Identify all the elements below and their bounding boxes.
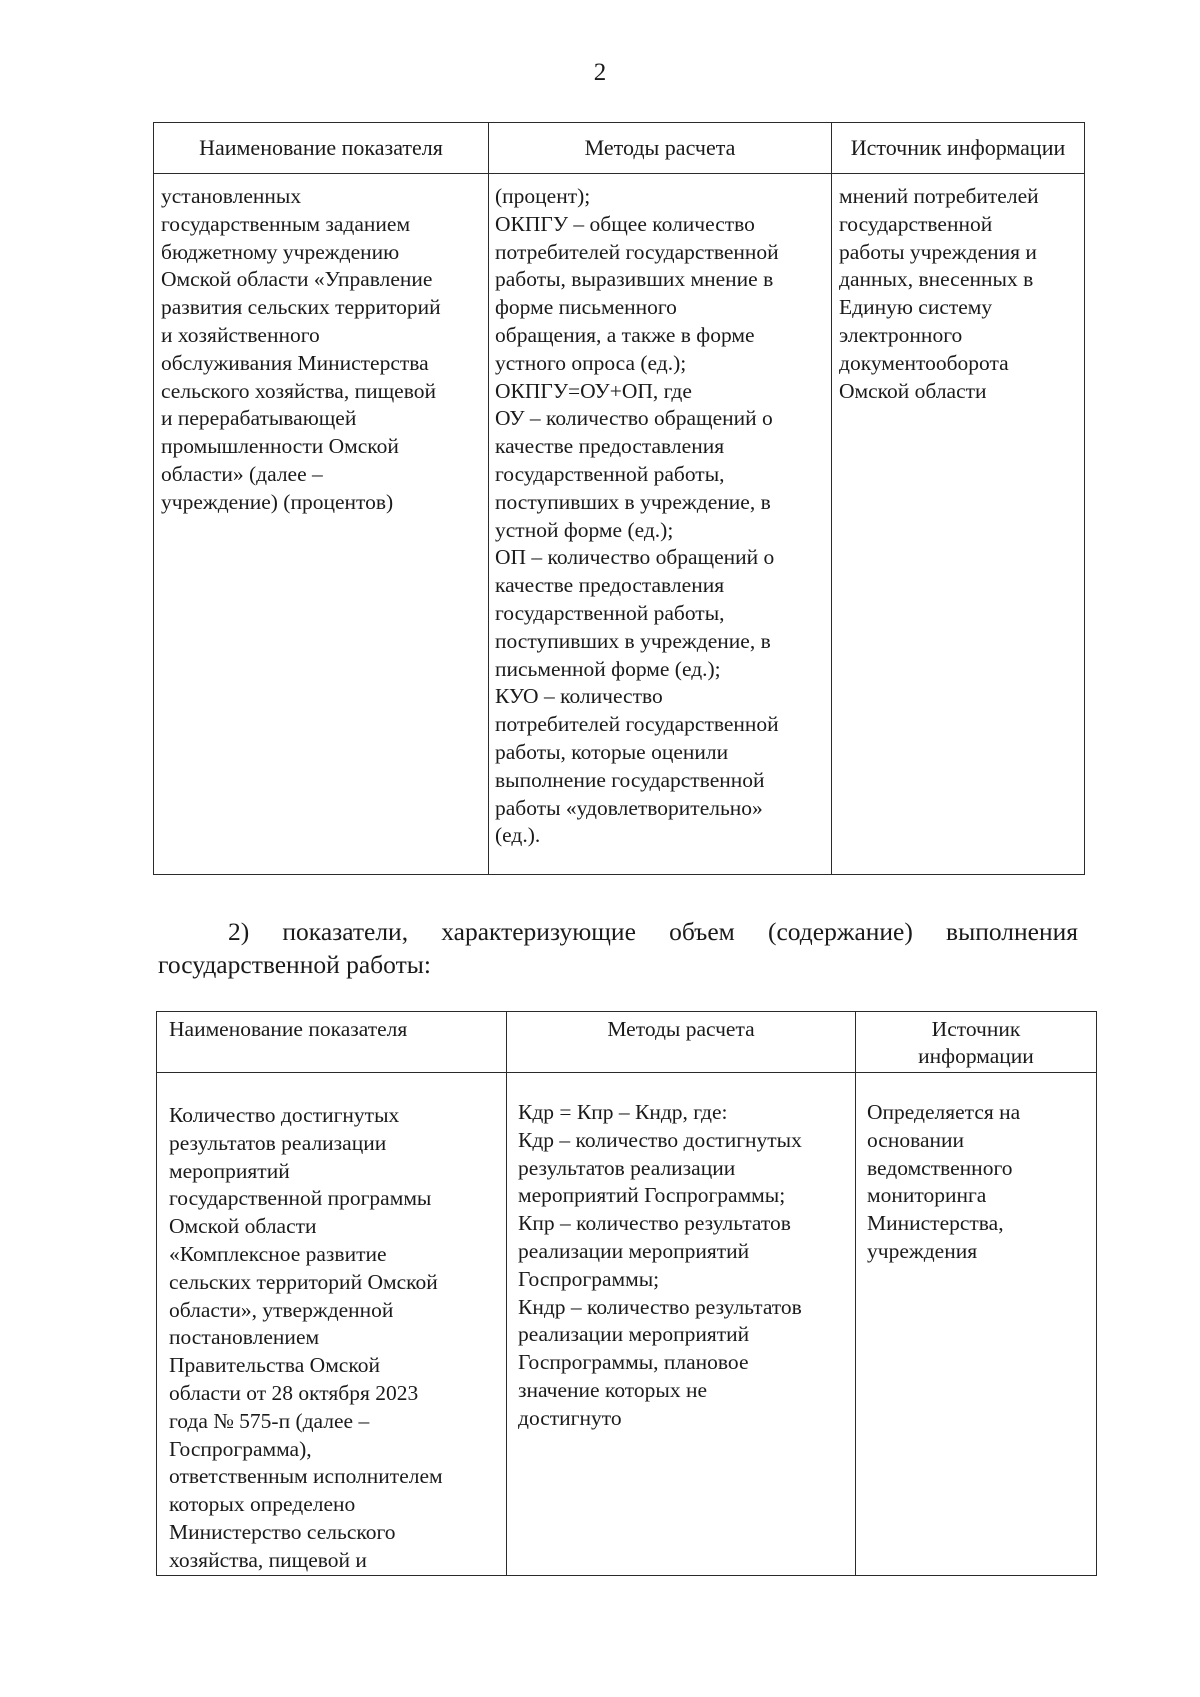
table-header-row (154, 123, 1085, 174)
method-text: (процент); ОКПГУ – общее количество потребителей государственной работы, выразивших мнение в форме письменного обращения, а также в форме устного опроса (ед.); ОКПГУ=ОУ+ОП, где ОУ – количество обращений о качестве предоставления государственной работы, поступивших в учреждение, в устной форме (ед.); ОП – количество обращений о качестве предоставления государственной работы, поступивших в учреждение, в письменной форме (ед.); КУО – количество потребителей государственной работы, которые оценили выполнение государственной работы «удовлетворительно» (ед.). (495, 184, 779, 848)
table-row (157, 1073, 1097, 1576)
header-calculation-methods: Методы расчета (507, 1012, 856, 1073)
cell-method (507, 1073, 856, 1576)
indicator-text: Количество достигнутых результатов реализации мероприятий государственной программы Омской области «Комплексное развитие сельских территорий Омской области», утвержденной постановлением Правительства Омской области от 28 октября 2023 года № 575-п (далее – Госпрограмма), ответственным исполнителем которых определено Министерство сельского хозяйства, пищевой и (169, 1103, 443, 1572)
indicators-table-2 (156, 1011, 1097, 1576)
header-indicator-name: Наименование показателя (157, 1012, 507, 1073)
indicators-table-1 (153, 122, 1085, 875)
section-paragraph: 2) показатели, характеризующие объем (содержание) выполнения государственной работы: (158, 917, 1078, 979)
table-header-row (157, 1012, 1097, 1073)
header-indicator-name: Наименование показателя (154, 123, 489, 174)
header-calculation-methods: Методы расчета (489, 123, 832, 174)
source-text: мнений потребителей государственной работы учреждения и данных, внесенных в Единую систему электронного документооборота Омской области (839, 184, 1039, 403)
header-information-source: Источник информации (832, 123, 1085, 174)
cell-source (832, 174, 1085, 875)
cell-indicator (157, 1073, 507, 1576)
source-text: Определяется на основании ведомственного мониторинга Министерства, учреждения (867, 1100, 1021, 1263)
table-row (154, 174, 1085, 875)
page-number: 2 (593, 59, 607, 86)
cell-method (489, 174, 832, 875)
cell-source (856, 1073, 1097, 1576)
indicator-text: установленных государственным заданием бюджетному учреждению Омской области «Управление развития сельских территорий и хозяйственного обслуживания Министерства сельского хозяйства, пищевой и перерабатывающей промышленности Омской области» (далее – учреждение) (процентов) (161, 184, 441, 514)
header-information-source: Источник информации (856, 1012, 1097, 1073)
method-text: Кдр = Кпр – Кндр, где: Кдр – количество достигнутых результатов реализации мероприятий Госпрограммы; Кпр – количество результатов реализации мероприятий Госпрограммы; Кндр – количество результатов реализации мероприятий Госпрограммы, плановое значение которых не достигнуто (518, 1100, 802, 1430)
cell-indicator (154, 174, 489, 875)
